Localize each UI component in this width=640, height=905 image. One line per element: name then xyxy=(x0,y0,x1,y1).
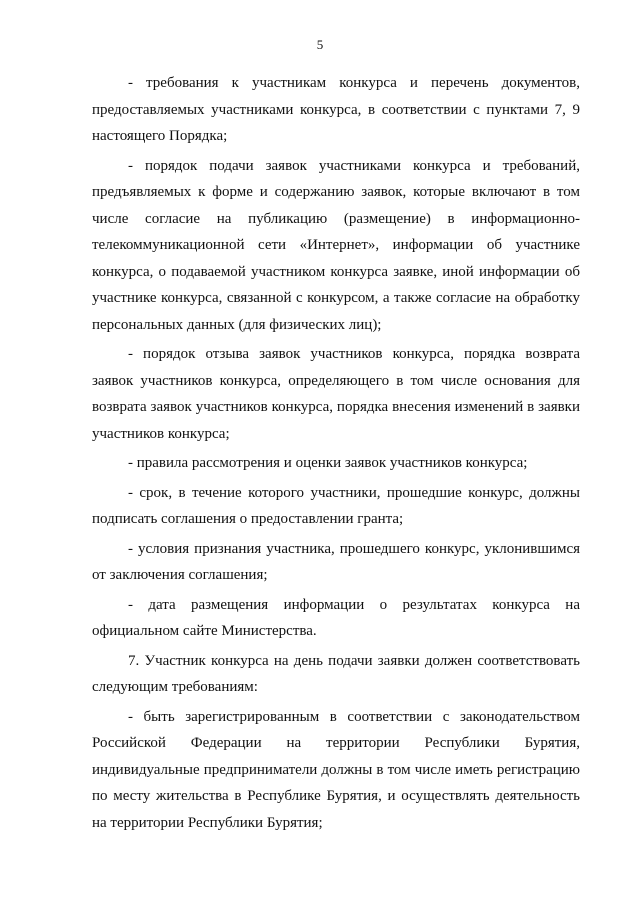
paragraph-signing-deadline: - срок, в течение которого участники, прошедшие конкурс, должны подписать соглашения о предоставлении гранта; xyxy=(92,484,580,527)
paragraph-section-7: 7. Участник конкурса на день подачи заявки должен соответствовать следующим требованиям: xyxy=(92,652,580,695)
paragraph-participant-requirements: - требования к участникам конкурса и перечень документов, предоставляемых участниками конкурса, в соответствии с пунктами 7, 9 настоящего Порядка; xyxy=(92,75,580,144)
page-number: 5 xyxy=(316,37,324,52)
paragraph-results-date: - дата размещения информации о результатах конкурса на официальном сайте Министерства. xyxy=(92,596,580,639)
document-body xyxy=(92,70,580,839)
paragraph-application-procedure: - порядок подачи заявок участниками конкурса и требований, предъявляемых к форме и содержанию заявок, которые включают в том числе согласие на публикацию (размещение) в информационно-телекоммуникационной сети «Интернет», информации об участнике конкурса, о подаваемой участником конкурса заявке, иной информации об участнике конкурса, связанной с конкурсом, а также согласие на обработку персональных данных (для физических лиц); xyxy=(92,157,580,333)
paragraph-application-withdrawal: - порядок отзыва заявок участников конкурса, порядка возврата заявок участников конкурса, определяющего в том числе основания для возврата заявок участников конкурса, порядка внесения изменений в заявки участников конкурса; xyxy=(92,346,580,442)
paragraph-evasion-conditions: - условия признания участника, прошедшего конкурс, уклонившимся от заключения соглашения; xyxy=(92,540,580,583)
paragraph-evaluation-rules: - правила рассмотрения и оценки заявок участников конкурса; xyxy=(128,455,528,471)
paragraph-registration-requirement: - быть зарегистрированным в соответствии с законодательством Российской Федерации на территории Республики Бурятия, индивидуальные предприниматели должны в том числе иметь регистрацию по месту жительства в Республике Бурятия, и осуществлять деятельность на территории Республики Бурятия; xyxy=(92,708,580,831)
